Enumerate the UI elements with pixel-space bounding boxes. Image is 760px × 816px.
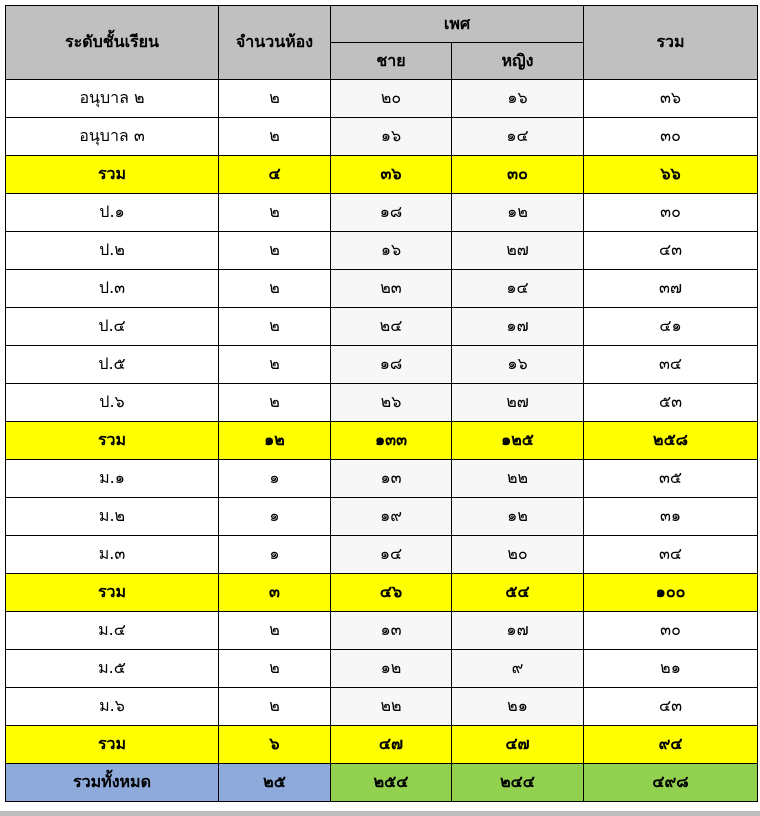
table-row (6, 460, 758, 498)
cell-rooms: ๒ (219, 194, 331, 232)
cell-rooms: ๒ (219, 232, 331, 270)
cell-male: ๒๓ (331, 270, 452, 308)
cell-male: ๑๘ (331, 194, 452, 232)
cell-rooms: ๔ (219, 156, 331, 194)
cell-level: ม.๒ (6, 498, 219, 536)
cell-male: ๑๔ (331, 536, 452, 574)
cell-rooms: ๒ (219, 650, 331, 688)
cell-male: ๔๗ (331, 726, 452, 764)
student-statistics-table (5, 5, 758, 802)
cell-total: ๔๓ (584, 688, 758, 726)
table-row (6, 536, 758, 574)
cell-female: ๙ (452, 650, 584, 688)
table-row (6, 650, 758, 688)
cell-rooms: ๒ (219, 384, 331, 422)
cell-level: ม.๕ (6, 650, 219, 688)
table-row (6, 384, 758, 422)
cell-rooms: ๑๒ (219, 422, 331, 460)
cell-male: ๑๙ (331, 498, 452, 536)
cell-level: ม.๔ (6, 612, 219, 650)
cell-female: ๑๔ (452, 270, 584, 308)
cell-rooms: ๒๕ (219, 764, 331, 802)
cell-total: ๓๐ (584, 194, 758, 232)
cell-total: ๓๑ (584, 498, 758, 536)
table-row (6, 612, 758, 650)
cell-level: รวม (6, 726, 219, 764)
cell-rooms: ๓ (219, 574, 331, 612)
cell-rooms: ๑ (219, 498, 331, 536)
cell-total: ๒๑ (584, 650, 758, 688)
table-row (6, 688, 758, 726)
cell-level: ม.๖ (6, 688, 219, 726)
cell-female: ๑๒ (452, 498, 584, 536)
cell-female: ๔๗ (452, 726, 584, 764)
cell-total: ๔๓ (584, 232, 758, 270)
cell-rooms: ๑ (219, 536, 331, 574)
cell-total: ๔๙๘ (584, 764, 758, 802)
cell-rooms: ๑ (219, 460, 331, 498)
table-row (6, 80, 758, 118)
cell-rooms: ๒ (219, 308, 331, 346)
cell-total: ๓๖ (584, 80, 758, 118)
cell-male: ๑๘ (331, 346, 452, 384)
header-gender: เพศ (331, 6, 584, 43)
cell-female: ๑๗ (452, 612, 584, 650)
cell-rooms: ๒ (219, 612, 331, 650)
cell-level: รวมทั้งหมด (6, 764, 219, 802)
cell-female: ๑๒ (452, 194, 584, 232)
subtotal-row (6, 726, 758, 764)
cell-female: ๒๑ (452, 688, 584, 726)
cell-total: ๕๓ (584, 384, 758, 422)
cell-female: ๑๖ (452, 346, 584, 384)
cell-total: ๖๖ (584, 156, 758, 194)
table-row (6, 232, 758, 270)
cell-level: รวม (6, 574, 219, 612)
cell-male: ๒๐ (331, 80, 452, 118)
cell-total: ๓๐ (584, 118, 758, 156)
cell-male: ๑๖ (331, 118, 452, 156)
cell-level: ป.๕ (6, 346, 219, 384)
cell-female: ๑๔ (452, 118, 584, 156)
cell-female: ๑๖ (452, 80, 584, 118)
cell-total: ๒๕๘ (584, 422, 758, 460)
cell-level: ป.๖ (6, 384, 219, 422)
cell-female: ๒๔๔ (452, 764, 584, 802)
cell-male: ๑๓ (331, 612, 452, 650)
cell-total: ๓๐ (584, 612, 758, 650)
cell-rooms: ๒ (219, 346, 331, 384)
cell-male: ๒๖ (331, 384, 452, 422)
cell-rooms: ๒ (219, 118, 331, 156)
cell-male: ๓๖ (331, 156, 452, 194)
cell-female: ๓๐ (452, 156, 584, 194)
header-rooms: จำนวนห้อง (219, 6, 331, 80)
header-female: หญิง (452, 43, 584, 80)
cell-total: ๓๔ (584, 346, 758, 384)
cell-female: ๒๗ (452, 384, 584, 422)
cell-total: ๓๗ (584, 270, 758, 308)
cell-level: ป.๑ (6, 194, 219, 232)
table-row (6, 346, 758, 384)
cell-male: ๒๔ (331, 308, 452, 346)
bottom-shadow-bar (0, 811, 760, 816)
table-row (6, 498, 758, 536)
cell-male: ๑๓๓ (331, 422, 452, 460)
header-male: ชาย (331, 43, 452, 80)
cell-male: ๑๒ (331, 650, 452, 688)
table-row (6, 118, 758, 156)
cell-male: ๒๕๔ (331, 764, 452, 802)
cell-rooms: ๒ (219, 688, 331, 726)
cell-total: ๑๐๐ (584, 574, 758, 612)
cell-male: ๔๖ (331, 574, 452, 612)
cell-level: ป.๔ (6, 308, 219, 346)
cell-female: ๒๐ (452, 536, 584, 574)
cell-male: ๑๖ (331, 232, 452, 270)
cell-level: ม.๑ (6, 460, 219, 498)
cell-male: ๒๒ (331, 688, 452, 726)
cell-rooms: ๒ (219, 270, 331, 308)
cell-total: ๙๔ (584, 726, 758, 764)
cell-level: ป.๓ (6, 270, 219, 308)
table-row (6, 194, 758, 232)
cell-rooms: ๒ (219, 80, 331, 118)
cell-female: ๑๗ (452, 308, 584, 346)
cell-level: อนุบาล ๒ (6, 80, 219, 118)
cell-female: ๒๒ (452, 460, 584, 498)
table-row (6, 270, 758, 308)
cell-total: ๓๔ (584, 536, 758, 574)
cell-total: ๓๕ (584, 460, 758, 498)
table-row (6, 308, 758, 346)
cell-female: ๒๗ (452, 232, 584, 270)
cell-level: ม.๓ (6, 536, 219, 574)
subtotal-row (6, 156, 758, 194)
table-body (6, 80, 758, 802)
cell-rooms: ๖ (219, 726, 331, 764)
header-total: รวม (584, 6, 758, 80)
cell-level: ป.๒ (6, 232, 219, 270)
header-level: ระดับชั้นเรียน (6, 6, 219, 80)
cell-level: อนุบาล ๓ (6, 118, 219, 156)
cell-level: รวม (6, 156, 219, 194)
subtotal-row (6, 422, 758, 460)
cell-male: ๑๓ (331, 460, 452, 498)
cell-level: รวม (6, 422, 219, 460)
cell-female: ๕๔ (452, 574, 584, 612)
cell-female: ๑๒๕ (452, 422, 584, 460)
grand-total-row (6, 764, 758, 802)
subtotal-row (6, 574, 758, 612)
cell-total: ๔๑ (584, 308, 758, 346)
